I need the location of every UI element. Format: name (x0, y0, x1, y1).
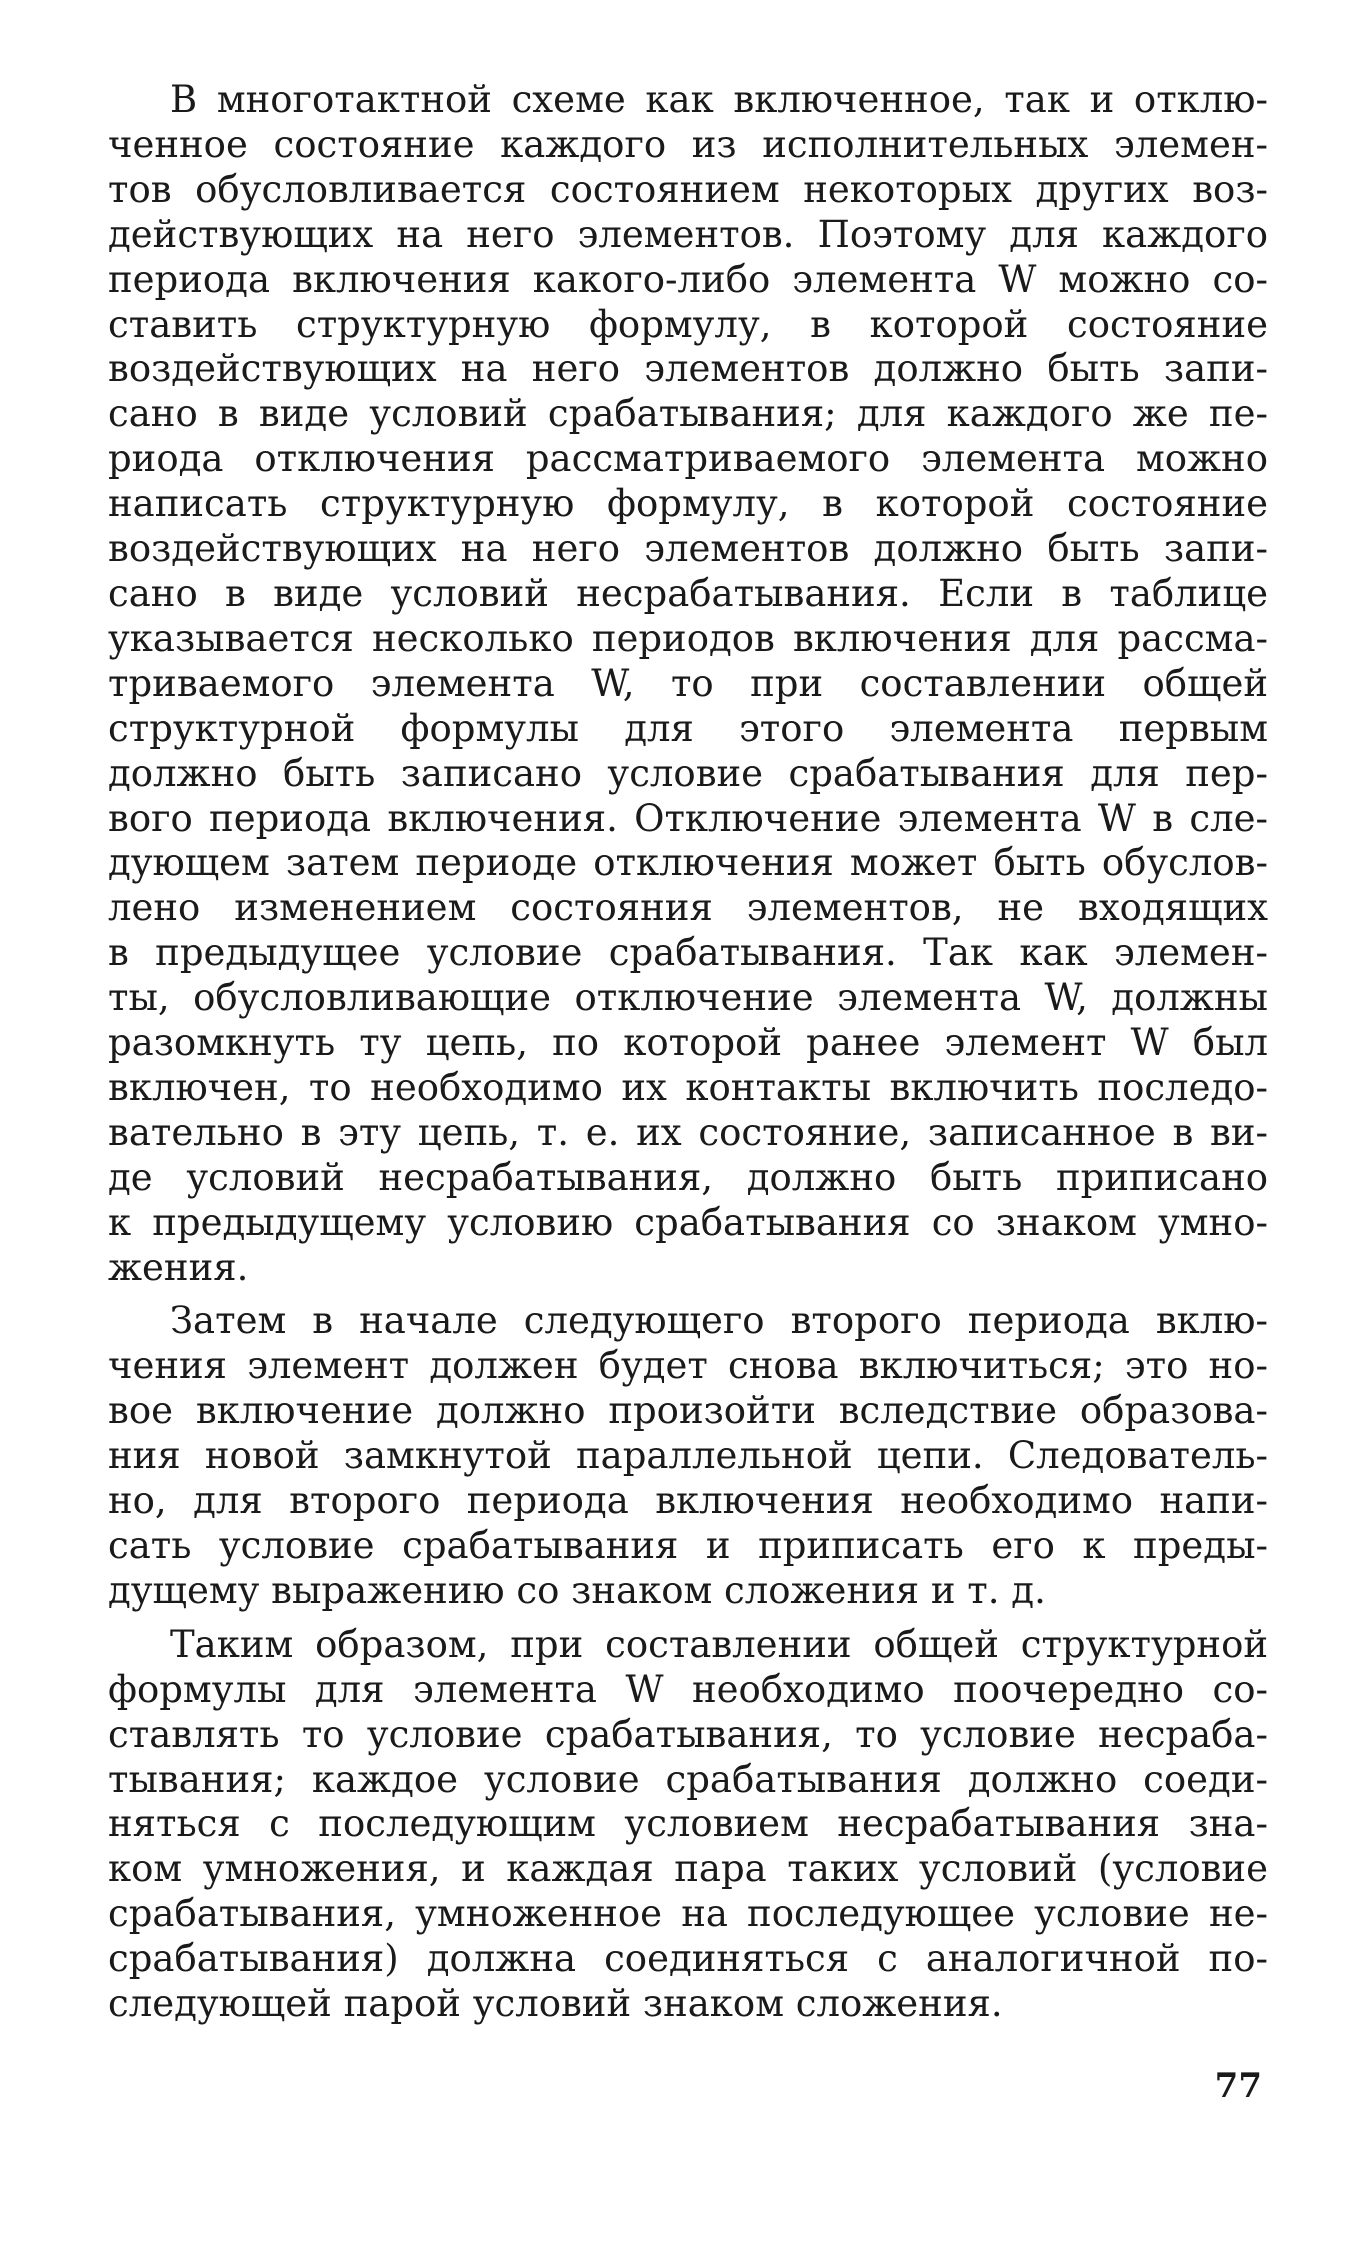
text-line: сано в виде условий срабатывания; для каждого же пе- (108, 392, 1268, 436)
text-line: написать структурную формулу, в которой состояние (108, 482, 1269, 526)
text-line: чения элемент должен будет снова включиться; это но- (108, 1344, 1268, 1388)
text-line: ставить структурную формулу, в которой состояние (108, 302, 1268, 346)
text-line: периода включения какого-либо элемента W можно со- (108, 257, 1268, 301)
text-line: срабатывания, умноженное на последующее условие не- (108, 1892, 1269, 1936)
text-line: жения. (108, 1245, 249, 1289)
text-line: следующей парой условий знаком сложения. (108, 1982, 1003, 2026)
text-line: разомкнуть ту цепь, по которой ранее элемент W был (108, 1021, 1269, 1065)
text-line: ния новой замкнутой параллельной цепи. Следователь- (108, 1434, 1269, 1478)
text-line: ты, обусловливающие отключение элемента W, должны (108, 976, 1268, 1020)
text-line: сано в виде условий несрабатывания. Если в таблице (108, 571, 1269, 615)
text-line: включен, то необходимо их контакты включить последо- (108, 1065, 1269, 1109)
text-line: дующем затем периоде отключения может быть обуслов- (108, 841, 1269, 885)
text-line: но, для второго периода включения необходимо напи- (108, 1479, 1268, 1523)
text-line: структурной формулы для этого элемента первым (108, 706, 1268, 750)
text-line: дущему выражению со знаком сложения и т. д. (108, 1568, 1046, 1612)
text-line: тов обусловливается состоянием некоторых других воз- (108, 167, 1269, 211)
text-line: вого периода включения. Отключение элемента W в сле- (108, 796, 1268, 840)
text-line: Таким образом, при составлении общей структурной (170, 1622, 1269, 1666)
text-line: воздействующих на него элементов должно быть запи- (108, 527, 1268, 571)
text-line: сать условие срабатывания и приписать его к преды- (108, 1524, 1269, 1567)
text-line: ставлять то условие срабатывания, то условие несраба- (108, 1712, 1268, 1756)
text-line: указывается несколько периодов включения для рассма- (108, 616, 1269, 660)
page-number: 77 (1214, 2066, 1262, 2106)
page-body (108, 78, 1268, 2036)
paragraph (108, 1623, 1268, 2027)
text-line: в предыдущее условие срабатывания. Так как элемен- (108, 931, 1268, 975)
text-line: должно быть записано условие срабатывания для пер- (108, 751, 1268, 795)
text-line: риода отключения рассматриваемого элемента можно (108, 437, 1268, 481)
text-line: вательно в эту цепь, т. е. их состояние, записанное в ви- (108, 1110, 1268, 1154)
text-line: триваемого элемента W, то при составлении общей (108, 661, 1268, 705)
paragraph (108, 1299, 1268, 1613)
text-line: тывания; каждое условие срабатывания должно соеди- (108, 1757, 1268, 1801)
text-line: вое включение должно произойти вследствие образова- (108, 1389, 1268, 1433)
text-line: ченное состояние каждого из исполнительных элемен- (108, 122, 1269, 166)
text-line: формулы для элемента W необходимо поочередно со- (108, 1667, 1269, 1711)
text-line: к предыдущему условию срабатывания со знаком умно- (108, 1200, 1268, 1244)
text-line: В многотактной схеме как включенное, так и отклю- (170, 78, 1269, 121)
text-line: няться с последующим условием несрабатывания зна- (108, 1802, 1268, 1846)
text-line: лено изменением состояния элементов, не входящих (108, 886, 1269, 930)
text-line: воздействующих на него элементов должно быть запи- (108, 347, 1268, 391)
text-line: срабатывания) должна соединяться с аналогичной по- (108, 1937, 1268, 1981)
text-line: Затем в начале следующего второго периода вклю- (170, 1299, 1268, 1343)
text-line: действующих на него элементов. Поэтому для каждого (108, 212, 1268, 256)
text-line: де условий несрабатывания, должно быть приписано (108, 1155, 1269, 1199)
paragraph (108, 78, 1268, 1290)
text-line: ком умножения, и каждая пара таких условий (условие (108, 1847, 1268, 1891)
